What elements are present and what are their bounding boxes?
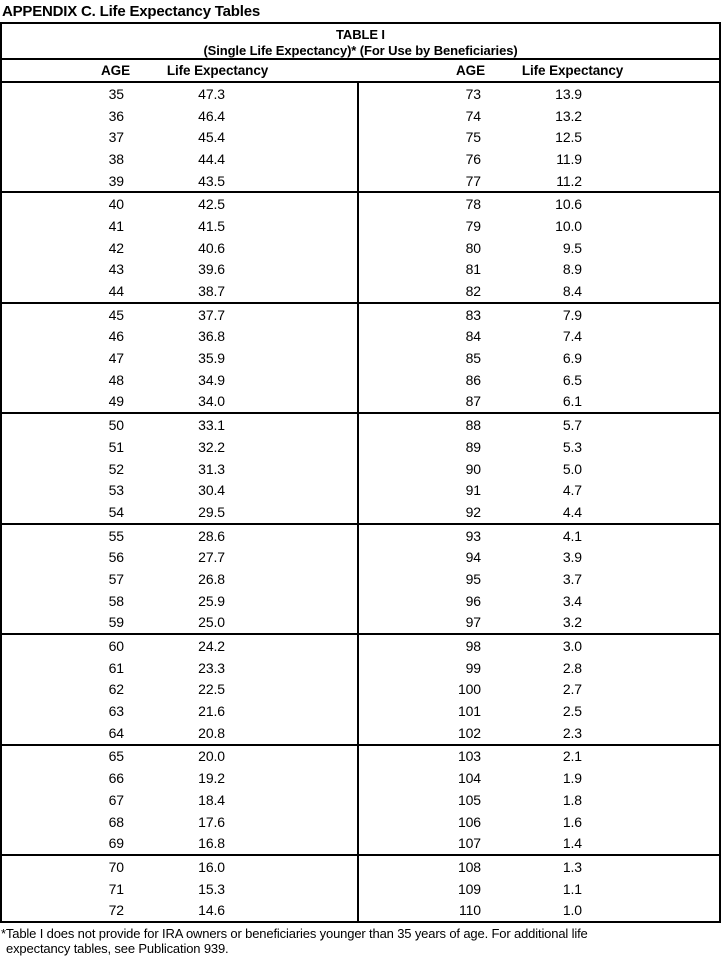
table-row bbox=[2, 679, 357, 701]
right-column-group bbox=[359, 635, 719, 743]
age-cell: 36 bbox=[108, 107, 124, 124]
right-column-group bbox=[359, 83, 719, 191]
life-expectancy-cell: 20.0 bbox=[198, 748, 225, 765]
table-row bbox=[2, 832, 357, 854]
age-cell: 62 bbox=[108, 681, 124, 698]
table-row bbox=[2, 767, 357, 789]
life-expectancy-cell: 7.4 bbox=[562, 328, 582, 345]
life-expectancy-cell: 19.2 bbox=[198, 770, 225, 787]
table-row bbox=[359, 546, 719, 568]
life-expectancy-cell: 17.6 bbox=[198, 813, 225, 830]
column-header-age-left: AGE bbox=[101, 63, 130, 78]
table-row bbox=[2, 525, 357, 547]
age-cell: 60 bbox=[108, 638, 124, 655]
left-column-group bbox=[2, 746, 359, 854]
left-column-group bbox=[2, 83, 359, 191]
table-row bbox=[2, 280, 357, 302]
age-cell: 78 bbox=[465, 196, 481, 213]
row-group bbox=[2, 412, 719, 522]
life-expectancy-cell: 1.0 bbox=[562, 902, 582, 919]
table-row bbox=[2, 700, 357, 722]
life-expectancy-cell: 1.3 bbox=[562, 858, 582, 875]
age-cell: 93 bbox=[465, 527, 481, 544]
life-expectancy-cell: 11.2 bbox=[556, 172, 582, 189]
life-expectancy-cell: 46.4 bbox=[198, 107, 225, 124]
age-cell: 87 bbox=[465, 393, 481, 410]
life-expectancy-cell: 34.0 bbox=[198, 393, 225, 410]
table-row bbox=[359, 391, 719, 413]
table-row bbox=[2, 326, 357, 348]
life-expectancy-cell: 4.4 bbox=[562, 503, 582, 520]
age-cell: 38 bbox=[108, 150, 124, 167]
age-cell: 45 bbox=[108, 306, 124, 323]
table-row bbox=[359, 170, 719, 192]
age-cell: 103 bbox=[457, 748, 481, 765]
column-headers-left bbox=[2, 63, 357, 78]
life-expectancy-cell: 42.5 bbox=[198, 196, 225, 213]
life-expectancy-cell: 47.3 bbox=[198, 85, 225, 102]
life-expectancy-cell: 26.8 bbox=[198, 570, 225, 587]
life-expectancy-cell: 39.6 bbox=[198, 261, 225, 278]
table-row bbox=[2, 347, 357, 369]
table-row bbox=[2, 501, 357, 523]
life-expectancy-cell: 3.0 bbox=[562, 638, 582, 655]
age-cell: 101 bbox=[457, 703, 481, 720]
table-row bbox=[359, 237, 719, 259]
age-cell: 68 bbox=[108, 813, 124, 830]
table-subtitle: (Single Life Expectancy)* (For Use by Beneficiaries) bbox=[203, 43, 518, 58]
age-cell: 100 bbox=[457, 681, 481, 698]
right-column-group bbox=[359, 414, 719, 522]
table-row bbox=[2, 414, 357, 436]
age-cell: 66 bbox=[108, 770, 124, 787]
age-cell: 97 bbox=[465, 614, 481, 631]
life-expectancy-cell: 11.9 bbox=[556, 150, 582, 167]
column-header-life-expectancy-right: Life Expectancy bbox=[521, 63, 624, 78]
right-column-group bbox=[359, 525, 719, 633]
table-row bbox=[359, 414, 719, 436]
life-expectancy-cell: 38.7 bbox=[198, 283, 225, 300]
age-cell: 90 bbox=[465, 460, 481, 477]
age-cell: 35 bbox=[108, 85, 124, 102]
age-cell: 73 bbox=[465, 85, 481, 102]
right-column-group bbox=[359, 304, 719, 412]
age-cell: 102 bbox=[457, 724, 481, 741]
page-title: APPENDIX C. Life Expectancy Tables bbox=[2, 3, 261, 20]
life-expectancy-cell: 5.0 bbox=[562, 460, 582, 477]
left-column-group bbox=[2, 304, 359, 412]
life-expectancy-cell: 3.2 bbox=[562, 614, 582, 631]
life-expectancy-cell: 34.9 bbox=[198, 371, 225, 388]
table-row bbox=[2, 170, 357, 192]
age-cell: 82 bbox=[465, 283, 481, 300]
age-cell: 39 bbox=[108, 172, 124, 189]
left-column-group bbox=[2, 525, 359, 633]
life-expectancy-cell: 40.6 bbox=[198, 239, 225, 256]
table-row bbox=[359, 568, 719, 590]
age-cell: 72 bbox=[108, 902, 124, 919]
table-row bbox=[359, 612, 719, 634]
age-cell: 41 bbox=[108, 217, 124, 234]
table-row bbox=[2, 479, 357, 501]
table-row bbox=[2, 878, 357, 900]
age-cell: 88 bbox=[465, 417, 481, 434]
table-row bbox=[2, 436, 357, 458]
table-row bbox=[359, 259, 719, 281]
table-row bbox=[2, 391, 357, 413]
age-cell: 74 bbox=[465, 107, 481, 124]
row-group bbox=[2, 744, 719, 854]
left-column-group bbox=[2, 856, 359, 921]
table-row bbox=[359, 193, 719, 215]
life-expectancy-cell: 36.8 bbox=[198, 328, 225, 345]
table-row bbox=[2, 590, 357, 612]
life-expectancy-cell: 41.5 bbox=[198, 217, 225, 234]
table-row bbox=[359, 657, 719, 679]
table-row bbox=[359, 878, 719, 900]
life-expectancy-cell: 8.9 bbox=[562, 261, 582, 278]
life-expectancy-cell: 33.1 bbox=[198, 417, 225, 434]
column-header-life-expectancy-left: Life Expectancy bbox=[166, 63, 269, 78]
table-row bbox=[359, 326, 719, 348]
age-cell: 43 bbox=[108, 261, 124, 278]
life-expectancy-cell: 12.5 bbox=[555, 129, 582, 146]
table-row bbox=[2, 657, 357, 679]
life-expectancy-cell: 3.7 bbox=[562, 570, 582, 587]
age-cell: 91 bbox=[465, 482, 481, 499]
table-row bbox=[2, 722, 357, 744]
age-cell: 92 bbox=[465, 503, 481, 520]
age-cell: 57 bbox=[108, 570, 124, 587]
right-column-group bbox=[359, 193, 719, 301]
footnote-line-2: expectancy tables, see Publication 939. bbox=[6, 941, 229, 956]
life-expectancy-cell: 22.5 bbox=[198, 681, 225, 698]
life-expectancy-cell: 29.5 bbox=[198, 503, 225, 520]
table-row bbox=[359, 832, 719, 854]
age-cell: 49 bbox=[108, 393, 124, 410]
life-expectancy-cell: 16.8 bbox=[198, 835, 225, 852]
column-headers-right bbox=[357, 63, 719, 78]
age-cell: 95 bbox=[465, 570, 481, 587]
table-row bbox=[359, 83, 719, 105]
age-cell: 59 bbox=[108, 614, 124, 631]
age-cell: 61 bbox=[108, 659, 124, 676]
age-cell: 48 bbox=[108, 371, 124, 388]
table-row bbox=[359, 590, 719, 612]
table-row bbox=[359, 347, 719, 369]
age-cell: 106 bbox=[457, 813, 481, 830]
row-group bbox=[2, 83, 719, 191]
age-cell: 77 bbox=[465, 172, 481, 189]
left-column-group bbox=[2, 414, 359, 522]
table-row bbox=[359, 525, 719, 547]
row-group bbox=[2, 302, 719, 412]
age-cell: 83 bbox=[465, 306, 481, 323]
life-expectancy-cell: 7.9 bbox=[562, 306, 582, 323]
life-expectancy-cell: 32.2 bbox=[198, 438, 225, 455]
age-cell: 63 bbox=[108, 703, 124, 720]
table-row bbox=[359, 767, 719, 789]
table-body bbox=[2, 83, 719, 921]
life-expectancy-cell: 6.1 bbox=[562, 393, 582, 410]
age-cell: 75 bbox=[465, 129, 481, 146]
table-row bbox=[359, 811, 719, 833]
age-cell: 85 bbox=[465, 350, 481, 367]
age-cell: 84 bbox=[465, 328, 481, 345]
table-row bbox=[2, 746, 357, 768]
life-expectancy-cell: 43.5 bbox=[198, 172, 225, 189]
row-group bbox=[2, 523, 719, 633]
table-row bbox=[359, 280, 719, 302]
table-row bbox=[359, 458, 719, 480]
table-row bbox=[359, 304, 719, 326]
age-cell: 67 bbox=[108, 791, 124, 808]
age-cell: 71 bbox=[108, 880, 124, 897]
footnote bbox=[0, 923, 721, 956]
life-expectancy-cell: 1.4 bbox=[562, 835, 582, 852]
table-row bbox=[359, 722, 719, 744]
life-expectancy-cell: 4.1 bbox=[562, 527, 582, 544]
table-row bbox=[2, 126, 357, 148]
life-expectancy-cell: 28.6 bbox=[198, 527, 225, 544]
table-title: TABLE I bbox=[336, 27, 385, 42]
life-expectancy-cell: 6.9 bbox=[562, 350, 582, 367]
life-expectancy-cell: 1.6 bbox=[562, 813, 582, 830]
life-expectancy-cell: 1.8 bbox=[562, 791, 582, 808]
right-column-group bbox=[359, 856, 719, 921]
life-expectancy-cell: 25.9 bbox=[198, 592, 225, 609]
table-row bbox=[359, 700, 719, 722]
table-row bbox=[2, 635, 357, 657]
life-expectancy-cell: 4.7 bbox=[562, 482, 582, 499]
table-row bbox=[2, 215, 357, 237]
age-cell: 105 bbox=[457, 791, 481, 808]
life-expectancy-cell: 14.6 bbox=[198, 902, 225, 919]
table-row bbox=[359, 436, 719, 458]
table-row bbox=[359, 105, 719, 127]
left-column-group bbox=[2, 193, 359, 301]
age-cell: 69 bbox=[108, 835, 124, 852]
table-row bbox=[2, 369, 357, 391]
table-row bbox=[2, 237, 357, 259]
life-expectancy-cell: 20.8 bbox=[198, 724, 225, 741]
table-row bbox=[359, 635, 719, 657]
table-row bbox=[359, 148, 719, 170]
table-row bbox=[359, 479, 719, 501]
footnote-line-1: *Table I does not provide for IRA owners or beneficiaries younger than 35 years of age. For additional life bbox=[1, 926, 588, 941]
age-cell: 65 bbox=[108, 748, 124, 765]
life-expectancy-cell: 9.5 bbox=[562, 239, 582, 256]
table-row bbox=[2, 856, 357, 878]
table-row bbox=[2, 259, 357, 281]
table-row bbox=[2, 148, 357, 170]
table-row bbox=[2, 193, 357, 215]
age-cell: 51 bbox=[108, 438, 124, 455]
age-cell: 44 bbox=[108, 283, 124, 300]
age-cell: 40 bbox=[108, 196, 124, 213]
life-expectancy-cell: 45.4 bbox=[198, 129, 225, 146]
age-cell: 70 bbox=[108, 858, 124, 875]
age-cell: 76 bbox=[465, 150, 481, 167]
table-row bbox=[2, 811, 357, 833]
table-row bbox=[359, 679, 719, 701]
age-cell: 107 bbox=[457, 835, 481, 852]
age-cell: 64 bbox=[108, 724, 124, 741]
age-cell: 109 bbox=[457, 880, 481, 897]
age-cell: 81 bbox=[465, 261, 481, 278]
table-title-block bbox=[2, 24, 719, 60]
table-row bbox=[359, 899, 719, 921]
age-cell: 55 bbox=[108, 527, 124, 544]
table-row bbox=[359, 789, 719, 811]
life-expectancy-cell: 1.1 bbox=[562, 880, 582, 897]
column-header-age-right: AGE bbox=[456, 63, 485, 78]
age-cell: 47 bbox=[108, 350, 124, 367]
life-expectancy-cell: 13.9 bbox=[555, 85, 582, 102]
age-cell: 79 bbox=[465, 217, 481, 234]
life-expectancy-cell: 1.9 bbox=[562, 770, 582, 787]
life-expectancy-cell: 10.0 bbox=[555, 217, 582, 234]
life-expectancy-cell: 6.5 bbox=[562, 371, 582, 388]
age-cell: 89 bbox=[465, 438, 481, 455]
row-group bbox=[2, 854, 719, 921]
life-expectancy-table bbox=[0, 22, 721, 923]
life-expectancy-cell: 18.4 bbox=[198, 791, 225, 808]
age-cell: 80 bbox=[465, 239, 481, 256]
age-cell: 104 bbox=[457, 770, 481, 787]
column-header-row bbox=[2, 60, 719, 83]
life-expectancy-cell: 35.9 bbox=[198, 350, 225, 367]
life-expectancy-cell: 3.9 bbox=[562, 549, 582, 566]
age-cell: 46 bbox=[108, 328, 124, 345]
table-row bbox=[2, 304, 357, 326]
right-column-group bbox=[359, 746, 719, 854]
age-cell: 94 bbox=[465, 549, 481, 566]
life-expectancy-cell: 25.0 bbox=[198, 614, 225, 631]
table-row bbox=[2, 83, 357, 105]
table-row bbox=[359, 215, 719, 237]
row-group bbox=[2, 191, 719, 301]
table-row bbox=[2, 458, 357, 480]
life-expectancy-cell: 2.5 bbox=[562, 703, 582, 720]
life-expectancy-cell: 5.7 bbox=[562, 417, 582, 434]
life-expectancy-cell: 30.4 bbox=[198, 482, 225, 499]
life-expectancy-cell: 16.0 bbox=[198, 858, 225, 875]
life-expectancy-cell: 2.8 bbox=[562, 659, 582, 676]
life-expectancy-cell: 3.4 bbox=[562, 592, 582, 609]
age-cell: 110 bbox=[458, 902, 481, 919]
life-expectancy-cell: 44.4 bbox=[198, 150, 225, 167]
table-row bbox=[359, 856, 719, 878]
age-cell: 108 bbox=[457, 858, 481, 875]
life-expectancy-cell: 23.3 bbox=[198, 659, 225, 676]
age-cell: 54 bbox=[108, 503, 124, 520]
life-expectancy-cell: 37.7 bbox=[198, 306, 225, 323]
life-expectancy-cell: 2.7 bbox=[562, 681, 582, 698]
age-cell: 37 bbox=[108, 129, 124, 146]
table-row bbox=[2, 789, 357, 811]
age-cell: 98 bbox=[465, 638, 481, 655]
age-cell: 53 bbox=[108, 482, 124, 499]
left-column-group bbox=[2, 635, 359, 743]
row-group bbox=[2, 633, 719, 743]
life-expectancy-cell: 2.3 bbox=[562, 724, 582, 741]
table-row bbox=[359, 126, 719, 148]
age-cell: 96 bbox=[465, 592, 481, 609]
life-expectancy-cell: 15.3 bbox=[198, 880, 225, 897]
age-cell: 50 bbox=[108, 417, 124, 434]
age-cell: 52 bbox=[108, 460, 124, 477]
life-expectancy-cell: 31.3 bbox=[198, 460, 225, 477]
age-cell: 99 bbox=[465, 659, 481, 676]
table-row bbox=[359, 501, 719, 523]
age-cell: 42 bbox=[108, 239, 124, 256]
life-expectancy-cell: 27.7 bbox=[198, 549, 225, 566]
table-row bbox=[2, 105, 357, 127]
life-expectancy-cell: 13.2 bbox=[555, 107, 582, 124]
life-expectancy-cell: 2.1 bbox=[562, 748, 582, 765]
table-row bbox=[2, 546, 357, 568]
table-row bbox=[2, 612, 357, 634]
life-expectancy-cell: 5.3 bbox=[562, 438, 582, 455]
table-row bbox=[359, 746, 719, 768]
table-row bbox=[359, 369, 719, 391]
life-expectancy-cell: 21.6 bbox=[198, 703, 225, 720]
life-expectancy-cell: 24.2 bbox=[198, 638, 225, 655]
age-cell: 86 bbox=[465, 371, 481, 388]
table-row bbox=[2, 899, 357, 921]
table-row bbox=[2, 568, 357, 590]
life-expectancy-cell: 10.6 bbox=[555, 196, 582, 213]
age-cell: 56 bbox=[108, 549, 124, 566]
age-cell: 58 bbox=[108, 592, 124, 609]
life-expectancy-cell: 8.4 bbox=[562, 283, 582, 300]
